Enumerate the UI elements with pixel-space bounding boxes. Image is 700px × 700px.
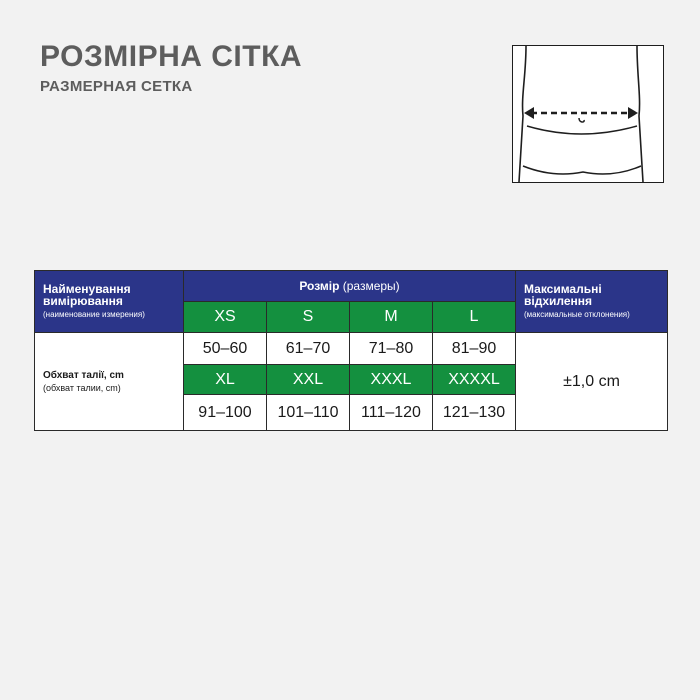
value-cell: 91–100 xyxy=(184,395,267,431)
value-cell: 61–70 xyxy=(267,333,350,365)
waist-row-label-note: (обхват талии, cm) xyxy=(43,382,121,393)
page-title: РОЗМІРНА СІТКА xyxy=(40,40,303,73)
tolerance-value: ±1,0 cm xyxy=(516,333,668,431)
value-cell: 50–60 xyxy=(184,333,267,365)
waist-row-label xyxy=(35,333,184,431)
size-cell: S xyxy=(267,302,350,333)
size-cell: XXXXL xyxy=(433,365,516,395)
value-cell: 101–110 xyxy=(267,395,350,431)
measure-header-line1: Найменування xyxy=(43,282,131,296)
size-header-cell xyxy=(184,271,516,302)
deviation-header-line2: відхилення xyxy=(524,294,593,308)
waist-row-label-main: Обхват талії, cm xyxy=(43,369,124,381)
value-cell: 81–90 xyxy=(433,333,516,365)
size-cell: XL xyxy=(184,365,267,395)
measure-header-line2: вимірювання xyxy=(43,294,123,308)
waist-measurement-icon xyxy=(512,45,664,183)
size-header-note: (размеры) xyxy=(342,279,400,293)
size-cell: XXL xyxy=(267,365,350,395)
size-cell: XXXL xyxy=(350,365,433,395)
deviation-header-cell xyxy=(516,271,668,333)
size-cell: M xyxy=(350,302,433,333)
value-cell: 111–120 xyxy=(350,395,433,431)
measure-header-cell xyxy=(35,271,184,333)
size-header-label: Розмір xyxy=(299,279,340,293)
page-subtitle: РАЗМЕРНАЯ СЕТКА xyxy=(40,78,193,95)
deviation-header-note: (максимальные отклонения) xyxy=(524,310,630,319)
value-cell: 71–80 xyxy=(350,333,433,365)
size-chart-table xyxy=(34,270,668,431)
measure-header-note: (наименование измерения) xyxy=(43,310,145,319)
size-cell: XS xyxy=(184,302,267,333)
value-cell: 121–130 xyxy=(433,395,516,431)
deviation-header-line1: Максимальні xyxy=(524,282,602,296)
size-cell: L xyxy=(433,302,516,333)
